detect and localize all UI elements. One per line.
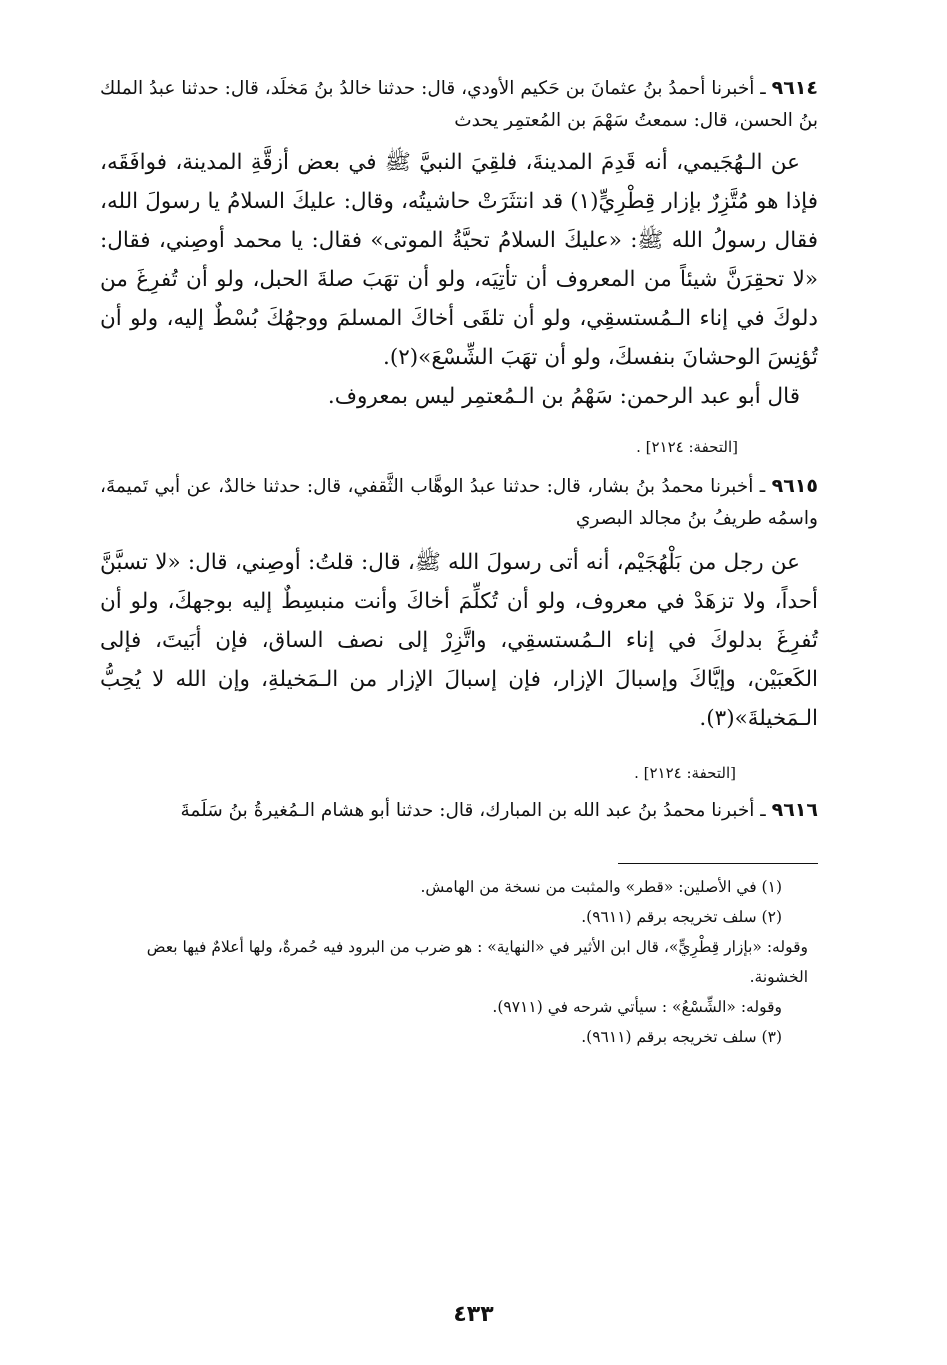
isnad-text: ـ أخبرنا أحمدُ بنُ عثمانَ بن حَكيم الأودي، قال: حدثنا خالدُ بنُ مَخلَد، قال: حدثنا عبدُ الملك بنُ الحسن، قال: سمعتُ سَهْمَ بن المُعتمِر يحدث [100,78,818,131]
footnotes [100,872,818,1052]
hadith-9616-isnad [100,794,818,827]
footnote-2: (٢) سلف تخريجه برقم (٩٦١١). [581,908,782,926]
page-body [100,72,818,1052]
hadith-number: ٩٦١٦ [771,799,818,821]
footnote-3: (٣) سلف تخريجه برقم (٩٦١١). [581,1028,782,1046]
footnote-note-izar: وقوله: «بإزار قِطْرِيٍّ»، قال ابن الأثير في «النهاية» : هو ضرب من البرود فيه حُمرةٌ، ولها أعلامٌ فيها بعض الخشونة. [146,938,808,986]
hadith-number: ٩٦١٥ [771,475,818,497]
footnote-1: (١) في الأصلين: «قطر» والمثبت من نسخة من الهامش. [420,878,782,896]
isnad-text: ـ أخبرنا محمدُ بنُ بشار، قال: حدثنا عبدُ الوهَّاب الثَّقفي، قال: حدثنا خالدٌ، عن أبي تَميمةَ، واسمُه طريفُ بنُ مجالد البصري [100,476,818,529]
page-number: ٤٣٣ [453,1302,494,1327]
hadith-9614-comment: قال أبو عبد الرحمن: سَهْمُ بن الـمُعتمِر ليس بمعروف. [327,384,800,409]
hadith-number: ٩٦١٤ [771,77,818,99]
hadith-9614-matn: عن الـهُجَيمي، أنه قَدِمَ المدينةَ، فلقِيَ النبيَّ ﷺ في بعض أزقَّةِ المدينة، فوافَقَه، فإذا هو مُتَّزِرٌ بإزار قِطْرِيٍّ(١) قد انتثَرَتْ حاشيتُه، وقال: عليكَ السلامُ يا رسولَ الله، فقال رسولُ الله ﷺ: «عليكَ السلامُ تحيَّةُ الموتى» فقال: يا محمد أوصِني، فقال: «لا تحقِرَنَّ شيئاً من المعروف أن تأتِيَه، ولو أن تهَبَ صلةَ الحبل، ولو أن تُفرِغَ من دلوكَ في إناء الـمُستسقِي، ولو أن تلقَى أخاكَ المسلمَ ووجهُكَ بُسْطٌ إليه، ولو أن تُؤنِسَ الوحشانَ بنفسكَ، ولو أن تهَبَ الشِّسْعَ»(٢). [100,150,818,370]
hadith-9614-isnad [100,72,818,137]
footnote-separator [618,863,818,864]
tuhfa-reference: [التحفة: ٢١٢٤] . [634,764,736,782]
isnad-text: ـ أخبرنا محمدُ بنُ عبد الله بن المبارك، قال: حدثنا أبو هشام الـمُغيرةُ بنُ سَلَمةَ [180,800,772,821]
footnote-note-shis: وقوله: «الشِّسْعُ» : سيأتي شرحه في (٩٧١١). [492,998,782,1016]
hadith-9615-matn: عن رجل من بَلْهُجَيْم، أنه أتى رسولَ الله ﷺ، قال: قلتُ: أوصِني، قال: «لا تسبَّنَّ أحداً، ولا تزهَدْ في معروف، ولو أن تُكلِّمَ أخاكَ وأنت منبسِطٌ إليه بوجهكَ، ولو أن تُفرِغَ بدلوكَ في إناء الـمُستسقِي، واتَّزِرْ إلى نصف الساق، فإن أبَيتَ، فإلى الكَعبَيْن، وإيَّاكَ وإسبالَ الإزار، فإن إسبالَ الإزار من الـمَخيلةِ، وإن الله لا يُحِبُّ الـمَخيلةَ»(٣). [100,550,818,731]
hadith-9615-isnad [100,470,818,535]
tuhfa-reference: [التحفة: ٢١٢٤] . [636,438,738,456]
